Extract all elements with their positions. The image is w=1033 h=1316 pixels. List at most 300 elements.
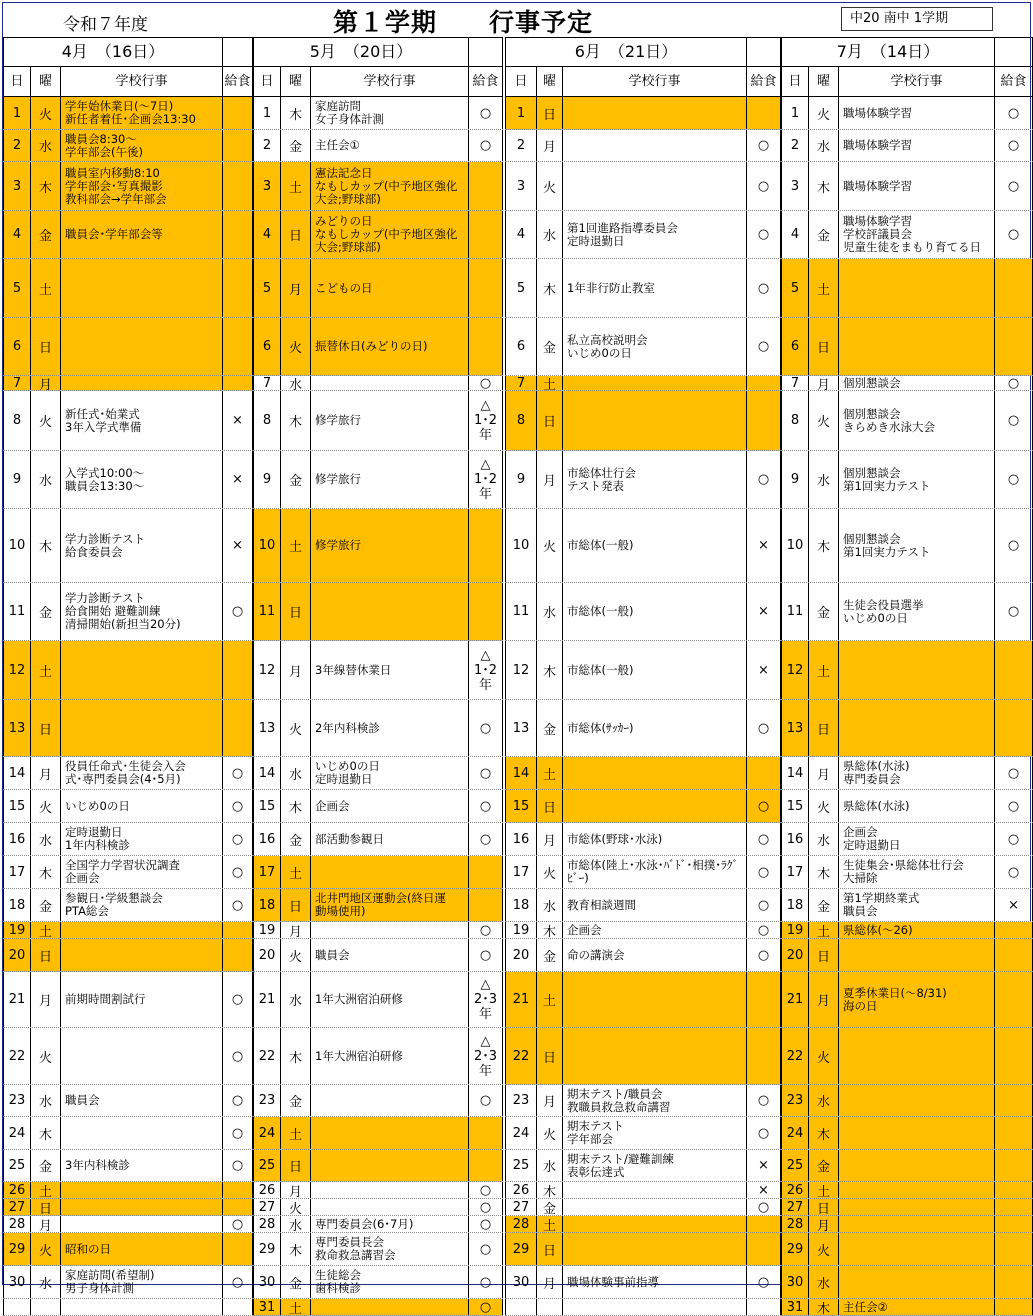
cell	[563, 1216, 747, 1232]
cell	[311, 1182, 469, 1198]
cell-weekday: 木	[542, 924, 556, 938]
cell	[809, 1028, 839, 1084]
cell	[281, 451, 311, 508]
cell	[537, 130, 563, 161]
cell	[311, 1199, 469, 1215]
table-row	[505, 972, 781, 1028]
cell	[995, 583, 1033, 640]
cell-day: 10	[512, 538, 530, 553]
cell	[3, 1299, 31, 1315]
cell	[31, 451, 61, 508]
cell	[31, 1216, 61, 1232]
cell-day: 14	[258, 765, 276, 781]
cell	[281, 1085, 311, 1116]
cell	[505, 162, 537, 210]
cell-weekday: 木	[288, 107, 302, 123]
cell	[995, 1199, 1033, 1215]
cell-lunch: ○	[479, 831, 492, 847]
cell-day: 29	[8, 1241, 26, 1257]
table-row	[3, 972, 253, 1028]
cell	[311, 509, 469, 582]
cell-lunch: ○	[479, 376, 492, 390]
cell	[223, 1266, 253, 1298]
cell-day: 16	[258, 831, 276, 847]
cell	[3, 1266, 31, 1298]
cell	[563, 856, 747, 888]
cell-day: 2	[12, 138, 22, 153]
cell	[839, 318, 995, 375]
cell-day: 12	[258, 662, 276, 678]
cell	[995, 856, 1033, 888]
cell	[995, 1182, 1033, 1198]
cell-weekday: 土	[542, 377, 556, 390]
cell-lunch: ○	[757, 280, 770, 296]
cell	[281, 1199, 311, 1215]
cell-weekday: 日	[38, 949, 52, 965]
cell	[809, 1299, 839, 1315]
cell	[3, 1216, 31, 1232]
cell	[563, 1028, 747, 1084]
column-header-events: 学校行事	[563, 67, 747, 97]
cell-weekday: 日	[542, 107, 556, 123]
cell-day: 5	[262, 280, 272, 296]
cell-events: 部活動参観日	[315, 831, 384, 846]
cell-day: 26	[786, 1182, 804, 1198]
table-row	[781, 451, 1033, 509]
cell	[505, 972, 537, 1027]
cell-weekday: 金	[816, 606, 830, 621]
cell-lunch: ○	[231, 604, 244, 619]
cell	[505, 641, 537, 699]
cell	[995, 922, 1033, 938]
cell	[223, 1150, 253, 1181]
table-row	[253, 391, 503, 451]
cell-lunch: ○	[479, 798, 492, 814]
cell-lunch: ○	[479, 1241, 492, 1257]
cell-day: 14	[786, 765, 804, 781]
cell-lunch: ○	[757, 339, 770, 354]
cell	[537, 1216, 563, 1232]
cell-day: 19	[512, 922, 530, 938]
cell	[747, 583, 781, 640]
cell	[747, 318, 781, 375]
cell	[281, 1028, 311, 1084]
cell-weekday: 日	[288, 899, 302, 915]
table-row	[3, 1266, 253, 1299]
month-title: 5月 （20日）	[253, 37, 469, 67]
cell	[223, 922, 253, 938]
cell-weekday: 火	[288, 1201, 302, 1215]
table-row	[505, 451, 781, 509]
cell	[3, 1117, 31, 1149]
table-row	[505, 259, 781, 318]
cell-day: 18	[8, 897, 26, 913]
cell	[311, 1299, 469, 1315]
cell	[563, 1150, 747, 1181]
cell-weekday: 月	[288, 924, 302, 938]
cell-day: 10	[8, 538, 26, 553]
cell-weekday: 木	[38, 866, 52, 882]
cell	[781, 700, 809, 756]
cell	[311, 700, 469, 756]
cell	[747, 856, 781, 888]
cell-weekday: 土	[816, 664, 830, 680]
cell	[3, 509, 31, 582]
column-header-lunch: 給食	[747, 67, 781, 97]
cell	[223, 583, 253, 640]
cell-lunch: ○	[1007, 138, 1020, 153]
cell-weekday: 土	[816, 282, 830, 298]
cell	[311, 823, 469, 855]
table-row	[505, 790, 781, 823]
cell	[747, 130, 781, 161]
cell	[839, 757, 995, 789]
cell	[3, 790, 31, 822]
table-row	[3, 1150, 253, 1182]
cell-events: 家庭訪問(希望制) 男子身体計測	[65, 1268, 155, 1295]
cell	[839, 1266, 995, 1298]
cell-day: 7	[12, 376, 22, 390]
cell	[563, 318, 747, 375]
cell	[839, 823, 995, 855]
cell	[995, 1085, 1033, 1116]
cell	[839, 162, 995, 210]
table-row	[781, 130, 1033, 162]
cell	[3, 130, 31, 161]
cell	[537, 318, 563, 375]
cell	[537, 1233, 563, 1265]
cell-weekday: 金	[542, 949, 556, 965]
cell-lunch: ○	[757, 1199, 770, 1215]
cell-weekday: 金	[38, 899, 52, 915]
cell-weekday: 火	[816, 800, 830, 816]
cell	[781, 1216, 809, 1232]
cell	[281, 922, 311, 938]
cell-events: 職場体験事前指導	[567, 1274, 659, 1289]
cell	[563, 1266, 747, 1298]
cell-weekday: 火	[542, 866, 556, 882]
cell	[253, 130, 281, 161]
cell	[537, 889, 563, 921]
column-header-lunch: 給食	[995, 67, 1033, 97]
cell	[505, 130, 537, 161]
table-row	[253, 939, 503, 972]
cell	[253, 1117, 281, 1149]
cell	[253, 757, 281, 789]
cell-weekday: 土	[288, 180, 302, 196]
cell	[61, 790, 223, 822]
cell	[809, 1216, 839, 1232]
cell	[223, 856, 253, 888]
cell-lunch: ○	[479, 1299, 492, 1315]
table-row	[505, 823, 781, 856]
table-row	[505, 856, 781, 889]
cell	[781, 1028, 809, 1084]
cell-lunch: ○	[1007, 178, 1020, 194]
cell-day: 28	[512, 1216, 530, 1232]
cell	[281, 259, 311, 317]
cell	[469, 211, 503, 258]
table-row	[781, 318, 1033, 376]
cell-weekday: 月	[38, 767, 52, 783]
cell-weekday: 火	[38, 107, 52, 123]
cell	[747, 922, 781, 938]
cell	[839, 939, 995, 971]
table-row	[781, 1117, 1033, 1150]
cell	[223, 509, 253, 582]
cell	[31, 939, 61, 971]
cell-events: 期末テスト 学年部会	[567, 1119, 625, 1146]
cell-weekday: 土	[288, 866, 302, 882]
cell	[747, 757, 781, 789]
cell-events: 命の講演会	[567, 947, 625, 962]
cell-lunch: ○	[231, 765, 244, 781]
cell-day: 16	[786, 831, 804, 847]
cell-day: 30	[512, 1274, 530, 1290]
cell-lunch: ○	[1007, 105, 1020, 121]
cell-lunch: ○	[231, 1274, 244, 1290]
cell-day: 23	[258, 1093, 276, 1108]
table-row	[505, 391, 781, 451]
cell-lunch: ○	[479, 105, 492, 121]
cell-weekday: 土	[542, 767, 556, 783]
cell-day: 20	[512, 947, 530, 963]
cell-weekday: 水	[288, 767, 302, 783]
cell	[31, 1266, 61, 1298]
cell	[3, 856, 31, 888]
table-row	[781, 391, 1033, 451]
cell	[537, 972, 563, 1027]
cell-weekday: 金	[542, 722, 556, 738]
table-row	[253, 318, 503, 376]
cell-weekday: 木	[288, 415, 302, 430]
cell	[253, 1085, 281, 1116]
cell	[747, 939, 781, 971]
cell-weekday: 土	[288, 1127, 302, 1143]
cell	[61, 451, 223, 508]
cell-day: 3	[516, 178, 526, 194]
table-row	[253, 97, 503, 130]
cell-day: 18	[786, 897, 804, 913]
cell	[839, 1150, 995, 1181]
cell	[747, 1216, 781, 1232]
cell-events: 全国学力学習状況調査 企画会	[65, 858, 180, 885]
cell-weekday: 水	[542, 1160, 556, 1175]
cell-events: 北井門地区運動会(終日運 動場使用)	[315, 891, 446, 918]
cell	[563, 1299, 747, 1315]
cell-day: 26	[258, 1182, 276, 1198]
cell	[31, 376, 61, 390]
cell	[563, 757, 747, 789]
cell-lunch: ○	[479, 1093, 492, 1108]
table-row	[3, 757, 253, 790]
cell-events: 県総体(水泳)	[843, 798, 910, 813]
cell	[31, 509, 61, 582]
cell-day: 13	[786, 720, 804, 736]
cell	[537, 509, 563, 582]
cell-weekday: 木	[38, 180, 52, 196]
cell	[747, 823, 781, 855]
cell-lunch: ○	[1007, 472, 1020, 487]
cell	[281, 1117, 311, 1149]
table-row	[781, 939, 1033, 972]
cell-weekday: 金	[288, 474, 302, 489]
cell	[995, 757, 1033, 789]
cell	[537, 451, 563, 508]
cell	[61, 939, 223, 971]
table-row	[505, 922, 781, 939]
cell	[505, 1182, 537, 1198]
cell	[747, 889, 781, 921]
cell-events: 定時退勤日 1年内科検診	[65, 825, 130, 852]
table-row	[253, 259, 503, 318]
cell-weekday: 木	[816, 180, 830, 196]
cell	[747, 972, 781, 1027]
cell-events: いじめ0の日	[65, 798, 130, 813]
cell	[505, 1085, 537, 1116]
cell-day: 27	[8, 1199, 26, 1215]
cell	[31, 1117, 61, 1149]
cell-day: 20	[8, 947, 26, 963]
table-row	[3, 1085, 253, 1117]
cell-events: 職場体験学習	[843, 178, 912, 193]
cell	[311, 318, 469, 375]
cell	[3, 972, 31, 1027]
cell	[253, 162, 281, 210]
cell	[469, 97, 503, 129]
cell	[839, 1182, 995, 1198]
cell	[839, 259, 995, 317]
cell	[253, 211, 281, 258]
cell	[995, 823, 1033, 855]
cell	[537, 1085, 563, 1116]
cell	[505, 451, 537, 508]
cell-lunch: ○	[757, 720, 770, 736]
cell	[281, 130, 311, 161]
cell-weekday: 金	[816, 229, 830, 244]
cell	[537, 1182, 563, 1198]
cell	[809, 1117, 839, 1149]
cell-day: 12	[786, 662, 804, 678]
cell-events: みどりの日 なもしカップ(中予地区強化 大会;野球部)	[315, 214, 458, 254]
school-term-badge: 中20 南中 1学期	[841, 7, 993, 31]
table-row	[505, 1150, 781, 1182]
cell-day: 9	[12, 472, 22, 487]
cell	[61, 1299, 223, 1315]
column-header-day: 日	[3, 67, 31, 97]
cell	[253, 259, 281, 317]
cell	[505, 700, 537, 756]
table-row	[781, 376, 1033, 391]
table-row	[781, 641, 1033, 700]
cell-day: 19	[8, 922, 26, 938]
cell	[3, 583, 31, 640]
cell-events: 3年線替休業日	[315, 662, 392, 677]
table-row	[505, 162, 781, 211]
cell	[311, 259, 469, 317]
cell	[505, 1266, 537, 1298]
cell-weekday: 土	[816, 924, 830, 938]
fiscal-year-label: 令和７年度	[63, 15, 148, 35]
cell	[995, 162, 1033, 210]
cell	[995, 700, 1033, 756]
cell-weekday: 火	[38, 1050, 52, 1066]
table-row	[781, 509, 1033, 583]
table-row	[3, 509, 253, 583]
cell	[781, 1085, 809, 1116]
cell-lunch: ×	[758, 1182, 769, 1198]
cell-lunch: △ 1･2 年	[473, 398, 498, 443]
cell	[281, 972, 311, 1027]
cell-weekday: 火	[816, 415, 830, 430]
cell	[747, 1028, 781, 1084]
cell	[223, 1233, 253, 1265]
cell-day: 25	[786, 1158, 804, 1173]
cell-events: 第1回進路指導委員会 定時退勤日	[567, 220, 678, 248]
cell-events: 役員任命式･生徒会入会 式･専門委員会(4･5月)	[65, 759, 186, 786]
cell-day: 2	[516, 138, 526, 153]
cell	[505, 97, 537, 129]
cell-events: 修学旅行	[315, 472, 361, 486]
cell	[995, 641, 1033, 699]
cell	[839, 856, 995, 888]
table-row	[781, 823, 1033, 856]
cell	[223, 130, 253, 161]
cell-events: 学力診断テスト 給食開始 避難訓練 清掃開始(新担当20分)	[65, 591, 181, 631]
cell-day: 3	[12, 178, 22, 194]
cell-lunch: ×	[758, 662, 769, 678]
cell	[61, 922, 223, 938]
cell-events: 前期時間割試行	[65, 992, 146, 1006]
cell	[253, 1299, 281, 1315]
cell-weekday: 土	[542, 994, 556, 1009]
cell	[537, 376, 563, 390]
cell	[281, 1266, 311, 1298]
cell	[61, 1233, 223, 1265]
cell	[563, 376, 747, 390]
cell	[995, 939, 1033, 971]
cell-day: 17	[258, 864, 276, 880]
cell-weekday: 日	[38, 341, 52, 356]
cell	[3, 757, 31, 789]
cell-day: 9	[790, 472, 800, 487]
cell-weekday: 水	[38, 1095, 52, 1110]
cell	[469, 700, 503, 756]
cell-weekday: 金	[288, 1095, 302, 1110]
cell	[537, 823, 563, 855]
cell-day: 21	[786, 992, 804, 1007]
cell	[281, 509, 311, 582]
cell	[61, 1085, 223, 1116]
cell	[747, 1299, 781, 1315]
table-row	[3, 856, 253, 889]
cell	[781, 1299, 809, 1315]
cell	[747, 509, 781, 582]
cell-weekday: 月	[542, 140, 556, 155]
cell	[781, 318, 809, 375]
cell-day: 3	[262, 178, 272, 194]
cell	[253, 922, 281, 938]
cell	[61, 1182, 223, 1198]
cell-day: 27	[786, 1199, 804, 1215]
cell	[995, 1150, 1033, 1181]
cell	[3, 259, 31, 317]
table-row	[781, 1299, 1033, 1316]
cell	[505, 1299, 537, 1315]
cell	[839, 1216, 995, 1232]
cell	[61, 700, 223, 756]
cell	[469, 259, 503, 317]
